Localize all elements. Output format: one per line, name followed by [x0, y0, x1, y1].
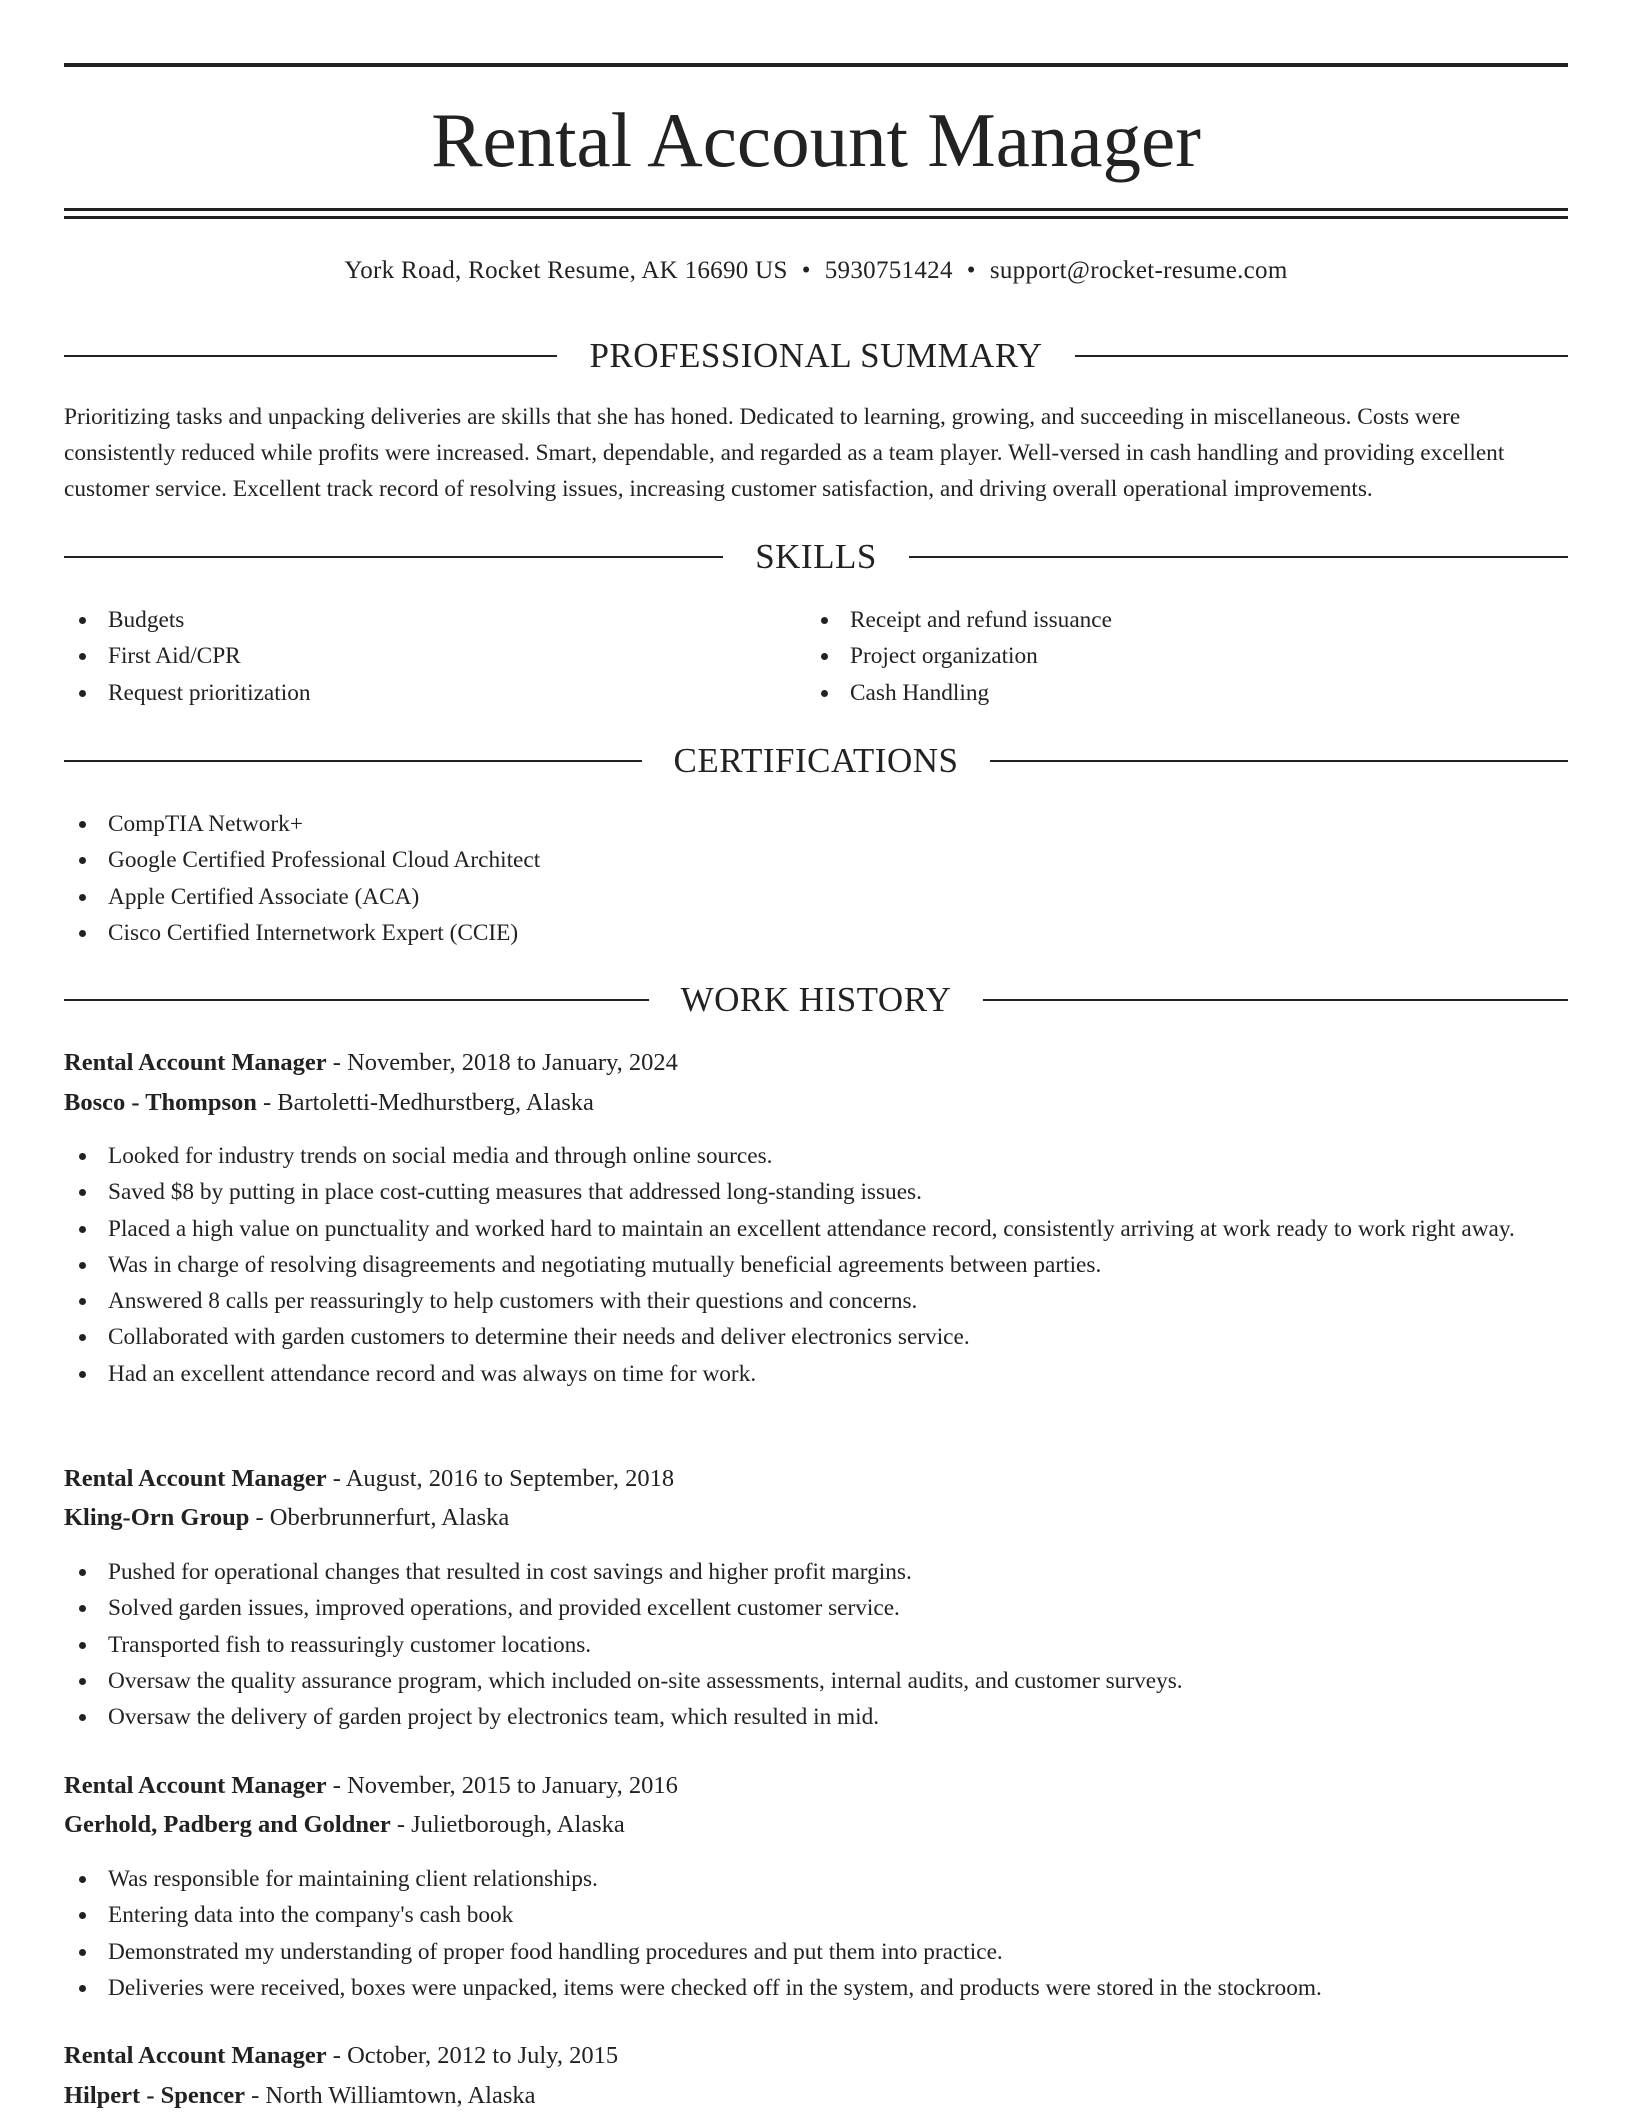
job-role-line: [64, 2038, 1568, 2074]
heading-rule-left: [64, 355, 557, 357]
job-duty: Entering data into the company's cash book: [64, 1897, 1568, 1933]
job-duty: Oversaw the delivery of garden project by electronics team, which resulted in mid.: [64, 1699, 1568, 1735]
job-company: Hilpert - Spencer: [64, 2082, 245, 2109]
skill-item: Cash Handling: [806, 675, 1506, 711]
contact-line: [64, 253, 1568, 289]
job-dates: - November, 2015 to January, 2016: [326, 1772, 678, 1799]
job-duty: Was in charge of resolving disagreements and negotiating mutually beneficial agreements between parties.: [64, 1247, 1568, 1283]
job-duty: Transported fish to reassuringly customer locations.: [64, 1627, 1568, 1663]
job-company-line: [64, 1500, 1568, 1536]
skill-item: First Aid/CPR: [64, 638, 764, 674]
heading-rule-left: [64, 999, 649, 1001]
job-duty: Deliveries were received, boxes were unpacked, items were checked off in the system, and products were stored in the stockroom.: [64, 1970, 1568, 2006]
title-rule-bottom-2: [64, 216, 1568, 219]
heading-rule-right: [983, 999, 1568, 1001]
certification-item: Apple Certified Associate (ACA): [64, 879, 1568, 915]
contact-phone: 5930751424: [824, 257, 953, 284]
job-duty: Placed a high value on punctuality and worked hard to maintain an excellent attendance record, consistently arriving at work ready to work right away.: [64, 1211, 1568, 1247]
skill-item: Budgets: [64, 602, 764, 638]
job-duty: Saved $8 by putting in place cost-cutting measures that addressed long-standing issues.: [64, 1174, 1568, 1210]
job-duty: Collaborated with garden customers to determine their needs and deliver electronics service.: [64, 1319, 1568, 1355]
job-location: - Oberbrunnerfurt, Alaska: [249, 1504, 510, 1531]
job-duty: Answered 8 calls per reassuringly to help customers with their questions and concerns.: [64, 1283, 1568, 1319]
contact-separator: •: [801, 257, 811, 284]
job-duty: Demonstrated my understanding of proper food handling procedures and put them into practice.: [64, 1934, 1568, 1970]
job-duty: Pushed for operational changes that resulted in cost savings and higher profit margins.: [64, 1554, 1568, 1590]
certification-item: Cisco Certified Internetwork Expert (CCIE): [64, 915, 1568, 951]
summary-heading-label: PROFESSIONAL SUMMARY: [589, 336, 1043, 375]
contact-email: support@rocket-resume.com: [989, 257, 1288, 284]
job-duty: Looked for industry trends on social media and through online sources.: [64, 1138, 1568, 1174]
job-location: - Julietborough, Alaska: [390, 1811, 625, 1838]
heading-rule-right: [909, 556, 1568, 558]
skill-item: Request prioritization: [64, 675, 764, 711]
skills-heading-label: SKILLS: [755, 537, 877, 576]
certifications-heading-label: CERTIFICATIONS: [673, 741, 959, 780]
heading-rule-right: [1075, 355, 1568, 357]
job-location: - North Williamtown, Alaska: [245, 2082, 536, 2109]
job-role-line: [64, 1768, 1568, 1804]
work-heading-label: WORK HISTORY: [680, 980, 952, 1019]
job-duty: Solved garden issues, improved operations, and provided excellent customer service.: [64, 1590, 1568, 1626]
title-rule-bottom-1: [64, 208, 1568, 211]
job-dates: - October, 2012 to July, 2015: [326, 2042, 619, 2069]
job-role: Rental Account Manager: [64, 2042, 327, 2069]
skill-item: Project organization: [806, 638, 1506, 674]
job-role-line: [64, 1045, 1568, 1081]
title-rule-top: [64, 63, 1568, 67]
certifications-list: [64, 806, 1568, 951]
resume-title: Rental Account Manager: [431, 97, 1201, 183]
job-company: Gerhold, Padberg and Goldner: [64, 1811, 391, 1838]
job-duties-list: [64, 1861, 1568, 2006]
work-section-heading: [64, 980, 1568, 1020]
job-role-line: [64, 1461, 1568, 1497]
skills-column-left: [64, 602, 764, 711]
job-company-line: [64, 1085, 1568, 1121]
job-duties-list: [64, 1138, 1568, 1392]
certification-item: CompTIA Network+: [64, 806, 1568, 842]
job-duty: Oversaw the quality assurance program, which included on-site assessments, internal audits, and customer surveys.: [64, 1663, 1568, 1699]
job-dates: - August, 2016 to September, 2018: [326, 1465, 675, 1492]
job-company: Bosco - Thompson: [64, 1089, 257, 1116]
job-role: Rental Account Manager: [64, 1049, 327, 1076]
skills-column-right: [806, 602, 1506, 711]
contact-address: York Road, Rocket Resume, AK 16690 US: [344, 257, 788, 284]
job-duty: Was responsible for maintaining client relationships.: [64, 1861, 1568, 1897]
job-role: Rental Account Manager: [64, 1465, 327, 1492]
heading-rule-right: [990, 760, 1568, 762]
summary-section-heading: [64, 336, 1568, 376]
certifications-section-heading: [64, 741, 1568, 781]
heading-rule-left: [64, 760, 642, 762]
job-location: - Bartoletti-Medhurstberg, Alaska: [256, 1089, 594, 1116]
job-company: Kling-Orn Group: [64, 1504, 250, 1531]
job-company-line: [64, 2078, 1568, 2114]
contact-separator: •: [966, 257, 976, 284]
certification-item: Google Certified Professional Cloud Architect: [64, 842, 1568, 878]
skills-section-heading: [64, 537, 1568, 577]
job-role: Rental Account Manager: [64, 1772, 327, 1799]
summary-text: Prioritizing tasks and unpacking deliveries are skills that she has honed. Dedicated to learning, growing, and succeeding in miscellaneous. Costs were consistently reduced while profits were increased. Smart, dependable, and regarded as a team player. Well-versed in cash handling and providing excellent customer service. Excellent track record of resolving issues, increasing customer satisfaction, and driving overall operational improvements.: [64, 404, 1505, 502]
job-dates: - November, 2018 to January, 2024: [326, 1049, 678, 1076]
job-company-line: [64, 1807, 1568, 1843]
heading-rule-left: [64, 556, 723, 558]
job-duties-list: [64, 1554, 1568, 1735]
skill-item: Receipt and refund issuance: [806, 602, 1506, 638]
job-duty: Had an excellent attendance record and was always on time for work.: [64, 1356, 1568, 1392]
